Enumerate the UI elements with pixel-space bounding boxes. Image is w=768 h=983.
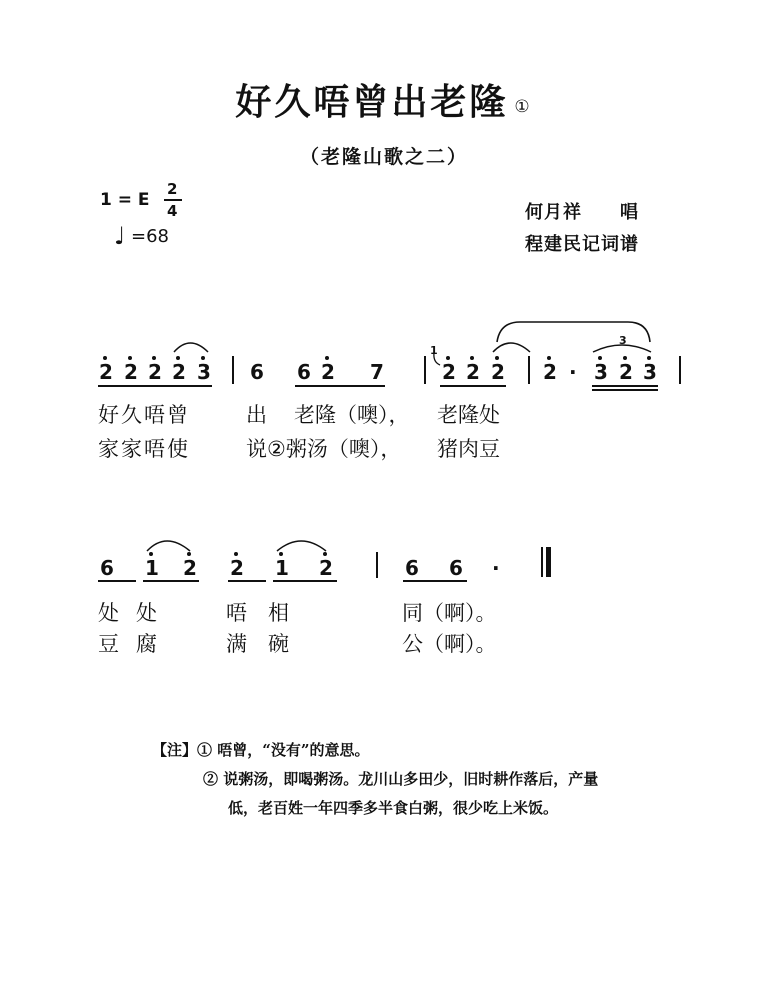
lyric: 同（啊）。	[402, 601, 497, 625]
octave-dot	[598, 356, 602, 360]
note: 6	[100, 556, 114, 580]
octave-dot	[201, 356, 205, 360]
octave-dot	[152, 356, 156, 360]
note: 7	[370, 360, 384, 384]
grace-arc	[432, 352, 442, 368]
beam-underline	[143, 580, 199, 582]
song-title: 好久唔曾出老隆 ①	[235, 82, 533, 123]
singer-credit: 何月祥 唱	[525, 202, 639, 223]
beam-underline-2	[592, 389, 658, 391]
lyric: 说②粥汤（噢），	[246, 437, 402, 461]
note: 3	[594, 360, 608, 384]
note: 2	[124, 360, 138, 384]
barline	[376, 552, 378, 578]
title-footnote-marker: ①	[514, 97, 533, 117]
key-signature: 1 = E	[100, 190, 150, 210]
footnote-1-text: ① 唔曾，“没有”的意思。	[197, 741, 370, 759]
note: 2	[172, 360, 186, 384]
octave-dot	[325, 356, 329, 360]
octave-dot	[279, 552, 283, 556]
footnote-2-line-a: ② 说粥汤，即喝粥汤。龙川山多田少，旧时耕作落后，产量	[203, 770, 599, 788]
barline	[528, 356, 530, 384]
note: 2	[466, 360, 480, 384]
note: 2	[183, 556, 197, 580]
lyric: 出	[246, 403, 267, 427]
beam-underline	[403, 580, 467, 582]
footnote-2-line-b: 低，老百姓一年四季多半食白粥，很少吃上米饭。	[228, 799, 559, 817]
note: 2	[619, 360, 633, 384]
lyric: 公（啊）。	[402, 632, 497, 656]
octave-dot	[446, 356, 450, 360]
augmentation-dot: ·	[492, 556, 500, 580]
footnote-1	[152, 736, 370, 765]
song-subtitle: （老隆山歌之二）	[299, 146, 468, 168]
note: 3	[643, 360, 657, 384]
octave-dot	[623, 356, 627, 360]
note: 6	[250, 360, 264, 384]
lyric: 老隆处	[437, 403, 500, 427]
octave-dot	[547, 356, 551, 360]
slurs-line-2	[0, 500, 768, 560]
meter-bottom: 4	[167, 202, 178, 220]
final-barline-thick	[546, 547, 551, 577]
triplet-mark: 3	[619, 334, 627, 347]
lyric: 家家唔使	[98, 437, 190, 461]
octave-dot	[103, 356, 107, 360]
note: 6	[297, 360, 311, 384]
augmentation-dot: ·	[569, 360, 577, 384]
lyric: 老隆（噢），	[294, 403, 410, 427]
note: 2	[230, 556, 244, 580]
lyric: 好久唔曾	[98, 403, 190, 427]
note: 6	[405, 556, 419, 580]
beam-underline	[98, 385, 212, 387]
octave-dot	[470, 356, 474, 360]
lyric: 腐	[136, 632, 157, 656]
final-barline-thin	[541, 547, 543, 577]
note: 2	[442, 360, 456, 384]
tie-slur	[277, 541, 326, 551]
tie-slur	[493, 343, 530, 352]
lyric: 豆	[98, 632, 119, 656]
beam-underline	[273, 580, 337, 582]
octave-dot	[187, 552, 191, 556]
note: 2	[319, 556, 333, 580]
octave-dot	[234, 552, 238, 556]
beam-underline	[592, 385, 658, 387]
barline	[424, 356, 426, 384]
lyric: 满	[226, 632, 247, 656]
lyric: 相	[268, 601, 289, 625]
lyric: 处	[98, 601, 119, 625]
note: 2	[321, 360, 335, 384]
note: 2	[148, 360, 162, 384]
note: 6	[449, 556, 463, 580]
lyric: 唔	[226, 601, 247, 625]
beam-underline	[295, 385, 385, 387]
quarter-note-icon: ♩	[114, 222, 126, 250]
tie-slur	[174, 343, 208, 352]
phrase-slur	[497, 322, 650, 342]
tie-slur	[147, 541, 190, 551]
note: 2	[99, 360, 113, 384]
grace-note: 1	[430, 344, 438, 357]
beam-underline	[228, 580, 266, 582]
barline	[679, 356, 681, 384]
tempo-marking: =68	[131, 226, 169, 247]
octave-dot	[149, 552, 153, 556]
barline	[232, 356, 234, 384]
octave-dot	[128, 356, 132, 360]
note: 3	[197, 360, 211, 384]
octave-dot	[495, 356, 499, 360]
note: 2	[491, 360, 505, 384]
lyric: 处	[136, 601, 157, 625]
meter-top: 2	[167, 180, 178, 198]
beam-underline	[98, 580, 136, 582]
octave-dot	[176, 356, 180, 360]
lyric: 碗	[268, 632, 289, 656]
footnote-label: 【注】	[152, 741, 198, 759]
note: 1	[275, 556, 289, 580]
octave-dot	[323, 552, 327, 556]
transcriber-credit: 程建民记词谱	[525, 234, 639, 255]
note: 2	[543, 360, 557, 384]
octave-dot	[647, 356, 651, 360]
beam-underline	[440, 385, 506, 387]
note: 1	[145, 556, 159, 580]
lyric: 猪肉豆	[437, 437, 500, 461]
slurs-line-1	[0, 0, 768, 400]
